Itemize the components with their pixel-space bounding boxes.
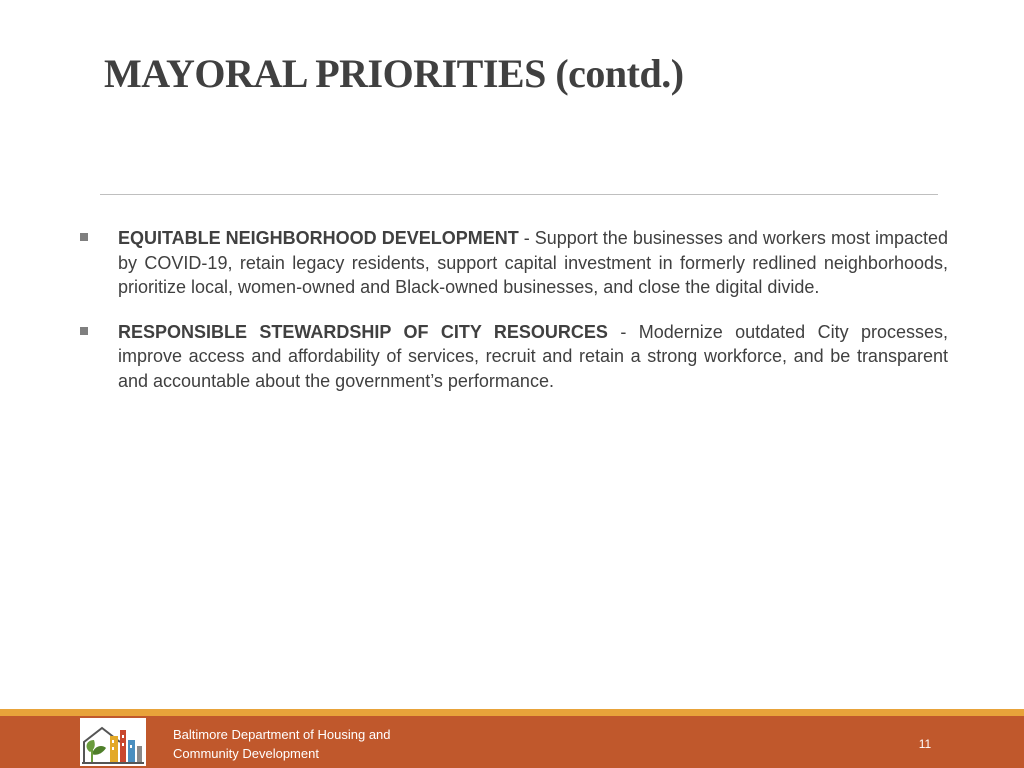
bullet-item-equitable-development (78, 226, 948, 300)
logo-graphic (80, 718, 146, 766)
bullet-heading: EQUITABLE NEIGHBORHOOD DEVELOPMENT (118, 228, 519, 248)
footer-organization (173, 725, 391, 763)
footer-accent-strip (0, 709, 1024, 716)
slide-title: MAYORAL PRIORITIES (contd.) (104, 51, 684, 96)
housing-department-logo (80, 718, 146, 766)
square-bullet-icon (80, 327, 88, 335)
bullet-text: - Modernize outdated City processes, improve access and affordability of services, recruit and retain a strong workforce, and be transparent and accountable about the government’s performance. (118, 321, 948, 391)
bullet-heading: RESPONSIBLE STEWARDSHIP OF CITY RESOURCES (118, 321, 608, 342)
square-bullet-icon (80, 233, 88, 241)
bullet-text: - Support the businesses and workers most impacted by COVID-19, retain legacy residents, support capital investment in formerly redlined neighborhoods, prioritize local, women-owned and Black-owned businesses, and close the digital divide. (118, 228, 948, 297)
footer-band (0, 716, 1024, 768)
title-divider (100, 194, 938, 195)
bullet-item-responsible-stewardship (78, 320, 948, 394)
footer-org-line-2: Community Development (173, 746, 319, 761)
footer-org-line-1: Baltimore Department of Housing and (173, 727, 391, 742)
bullet-list (78, 226, 948, 413)
page-number: 11 (918, 737, 932, 751)
